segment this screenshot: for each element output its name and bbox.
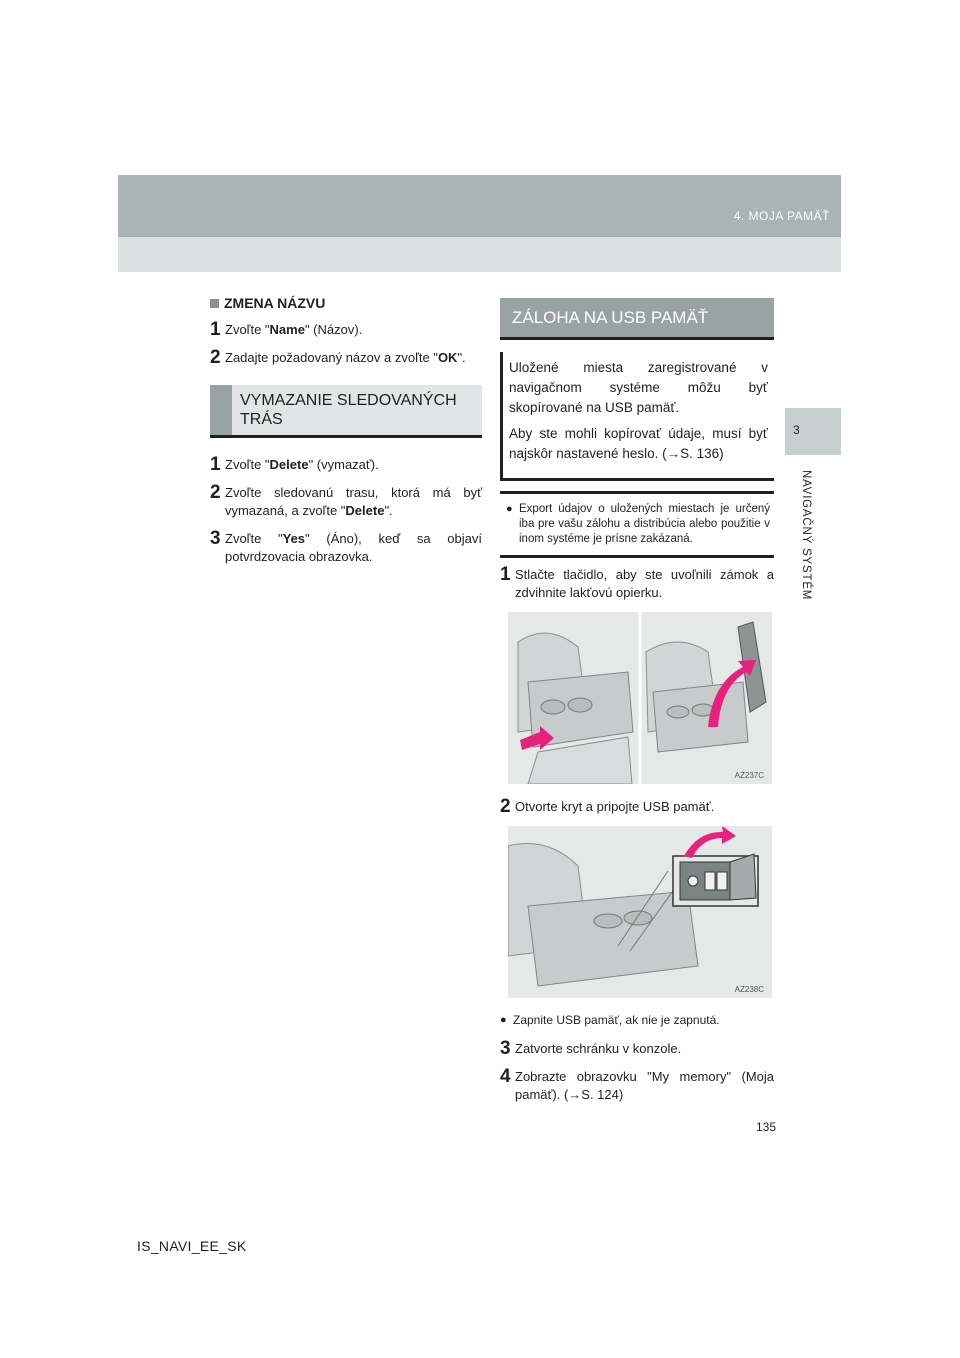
chapter-tab-number: 3 bbox=[793, 423, 800, 437]
note-text: Export údajov o uložených miestach je určený iba pre vašu zálohu a distribúcia alebo použitie v inom systéme je prísne zakázaná. bbox=[519, 503, 770, 545]
step-item: 2 Zadajte požadovaný názov a zvoľte "OK". bbox=[210, 347, 466, 368]
intro-text: Uložené miesta zaregistrované v navigačnom systéme môžu byť skopírované na USB pamäť. bbox=[509, 360, 768, 415]
step-item: 2 Zvoľte sledovanú trasu, ktorá má byť vymazaná, a zvoľte "Delete". bbox=[210, 482, 482, 518]
note-box bbox=[500, 491, 774, 558]
armrest-figure bbox=[508, 612, 772, 784]
figure-code: AZ237C bbox=[734, 771, 764, 780]
armrest-illustration bbox=[508, 612, 772, 784]
step-item: 2 Otvorte kryt a pripojte USB pamäť. bbox=[500, 796, 715, 817]
step-item: 4 Zobrazte obrazovku "My memory" (Moja pamäť). (→S. 124) bbox=[500, 1066, 774, 1102]
right-column bbox=[500, 298, 774, 1114]
step-item: 1 Stlačte tlačidlo, aby ste uvoľnili zámok a zdvihnite lakťovú opierku. bbox=[500, 564, 774, 600]
step-item: 3 Zatvorte schránku v konzole. bbox=[500, 1038, 682, 1059]
usb-figure bbox=[508, 826, 772, 998]
chapter-side-label: NAVIGAČNÝ SYSTÉM bbox=[800, 470, 812, 601]
step-item: 3 Zvoľte "Yes" (Áno), keď sa objaví potvrdzovacia obrazovka. bbox=[210, 528, 483, 564]
step-item: 1 Zvoľte "Delete" (vymazať). bbox=[210, 454, 379, 475]
figure-code: AZ238C bbox=[734, 985, 764, 994]
bullet-dot-icon: ● bbox=[506, 503, 513, 515]
left-column bbox=[210, 295, 482, 576]
step-item: 1 Zvoľte "Name" (Názov). bbox=[210, 319, 363, 340]
bullet-item: ● Zapnite USB pamäť, ak nie je zapnutá. bbox=[500, 1013, 720, 1027]
usb-port-illustration bbox=[508, 826, 772, 998]
usb-backup-section-heading: ZÁLOHA NA USB PAMÄŤ bbox=[500, 298, 774, 340]
document-code: IS_NAVI_EE_SK bbox=[137, 1238, 247, 1254]
delete-tracks-section-heading: VYMAZANIE SLEDOVANÝCH TRÁS bbox=[210, 385, 482, 438]
header-band-lower bbox=[118, 237, 841, 272]
bullet-dot-icon: ● bbox=[500, 1014, 507, 1026]
change-name-heading: ZMENA NÁZVU bbox=[210, 295, 482, 311]
square-bullet-icon bbox=[210, 299, 219, 308]
header-band bbox=[118, 175, 841, 237]
intro-text: Aby ste mohli kopírovať údaje, musí byť najskôr nastavené heslo. (→S. 136) bbox=[509, 426, 768, 461]
chapter-title: 4. MOJA PAMÄŤ bbox=[733, 209, 830, 223]
intro-box bbox=[500, 352, 774, 481]
page-number: 135 bbox=[756, 1120, 777, 1134]
